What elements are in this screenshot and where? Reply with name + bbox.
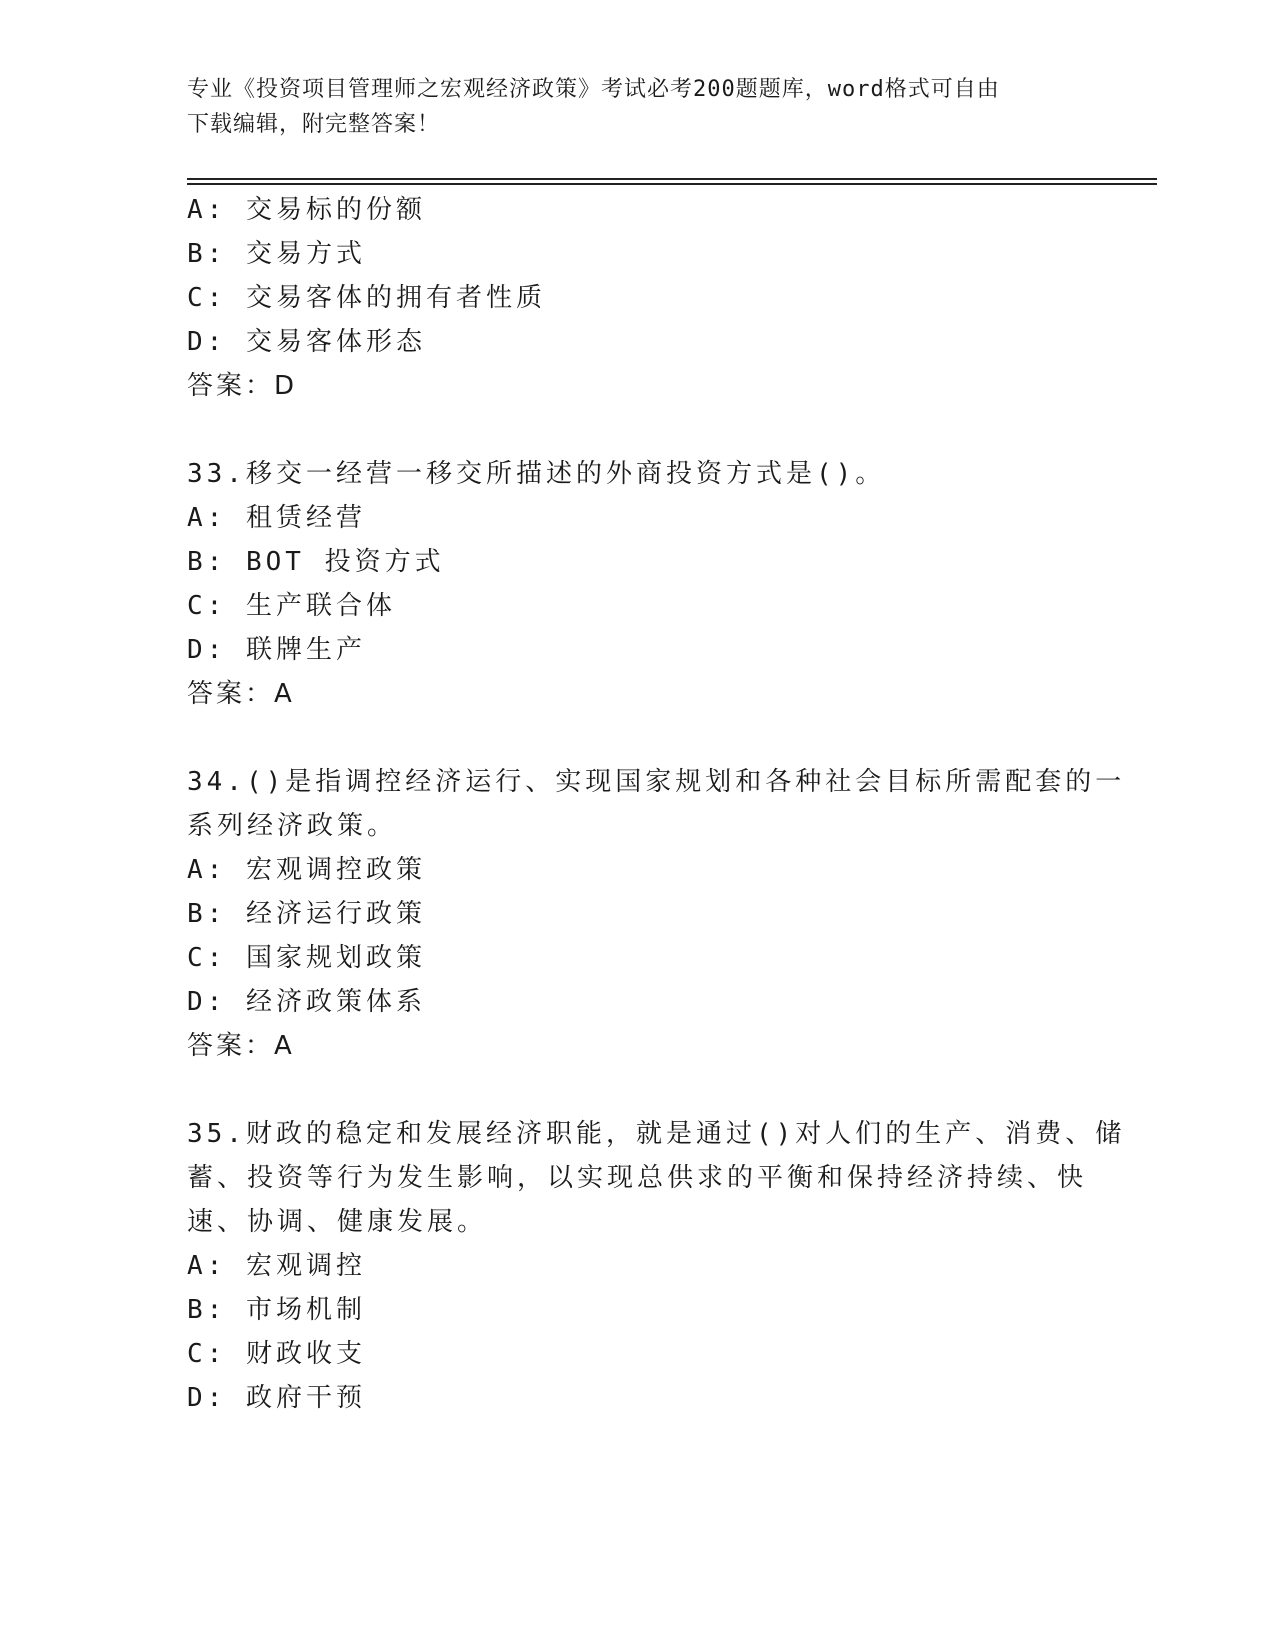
answer: 答案：A: [187, 679, 295, 709]
question-stem: 35.财政的稳定和发展经济职能，就是通过()对人们的生产、消费、储: [187, 1119, 1126, 1149]
question-stem: 33.移交一经营一移交所描述的外商投资方式是()。: [187, 459, 886, 489]
option-d: D: 政府干预: [187, 1383, 366, 1413]
option-c: C: 交易客体的拥有者性质: [187, 283, 546, 313]
option-a: A: 宏观调控: [187, 1251, 366, 1281]
header-line: 下载编辑，附完整答案！: [187, 112, 441, 137]
question-stem: 系列经济政策。: [187, 811, 398, 841]
question-stem: 蓄、投资等行为发生影响，以实现总供求的平衡和保持经济持续、快: [187, 1163, 1088, 1193]
option-b: B: 市场机制: [187, 1295, 366, 1325]
option-b: B: 交易方式: [187, 239, 366, 269]
header-line: 专业《投资项目管理师之宏观经济政策》考试必考200题题库，word格式可自由: [187, 77, 1000, 102]
header-divider: [187, 178, 1157, 180]
answer: 答案：D: [187, 371, 298, 401]
option-c: C: 国家规划政策: [187, 943, 426, 973]
option-b: B: 经济运行政策: [187, 899, 426, 929]
document-header: [187, 72, 1067, 142]
header-divider: [187, 183, 1157, 185]
option-d: D: 经济政策体系: [187, 987, 426, 1017]
option-c: C: 生产联合体: [187, 591, 396, 621]
option-b: B: BOT 投资方式: [187, 547, 445, 577]
option-a: A: 交易标的份额: [187, 195, 426, 225]
answer: 答案：A: [187, 1031, 295, 1061]
question-stem: 34.()是指调控经济运行、实现国家规划和各种社会目标所需配套的一: [187, 767, 1126, 797]
option-d: D: 联牌生产: [187, 635, 366, 665]
question-stem: 速、协调、健康发展。: [187, 1207, 488, 1237]
option-a: A: 租赁经营: [187, 503, 366, 533]
option-d: D: 交易客体形态: [187, 327, 426, 357]
option-c: C: 财政收支: [187, 1339, 366, 1369]
option-a: A: 宏观调控政策: [187, 855, 426, 885]
